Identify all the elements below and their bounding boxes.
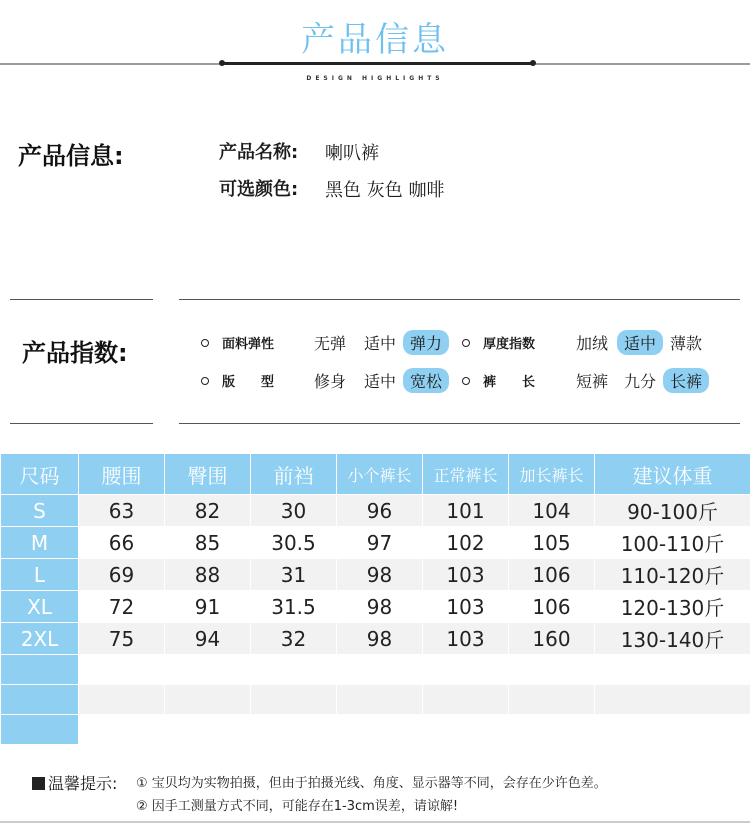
index-fabric-elasticity: [201, 330, 449, 355]
accent-dot-right: [530, 60, 536, 66]
empty-cell: [595, 715, 750, 745]
empty-cell: [251, 715, 337, 745]
empty-cell: [509, 655, 595, 685]
bullet-icon: [201, 377, 209, 385]
table-cell: 98: [337, 559, 423, 591]
tips-heading-text: 温馨提示:: [48, 774, 118, 793]
tips-heading: [32, 771, 117, 794]
bullet-icon: [462, 339, 470, 347]
bullet-icon: [201, 339, 209, 347]
accent-dot-left: [219, 60, 225, 66]
square-bullet-icon: [32, 777, 45, 790]
table-cell: 30: [251, 495, 337, 527]
empty-cell: [337, 655, 423, 685]
table-cell: 96: [337, 495, 423, 527]
divider: [179, 423, 740, 424]
index-label: 面料弹性: [222, 337, 275, 352]
table-cell: 120-130斤: [595, 591, 750, 623]
column-header-weight: 建议体重: [595, 454, 750, 495]
table-row: [1, 623, 750, 655]
empty-cell: [509, 715, 595, 745]
table-cell: 106: [509, 591, 595, 623]
divider: [10, 423, 153, 424]
table-row: [1, 591, 750, 623]
column-header-petite-length: 小个裤长: [337, 454, 423, 495]
table-cell: 32: [251, 623, 337, 655]
column-header-size: 尺码: [1, 454, 79, 495]
index-option: 加绒: [576, 334, 609, 353]
column-header-regular-length: 正常裤长: [423, 454, 509, 495]
bullet-icon: [462, 377, 470, 385]
index-option: 适中: [364, 372, 397, 391]
indices-section-label: 产品指数:: [22, 339, 128, 367]
bottom-divider: [0, 821, 750, 823]
index-option: 无弹: [314, 334, 347, 353]
empty-cell: [1, 655, 79, 685]
index-option-selected: 长裤: [663, 368, 709, 393]
table-cell: 91: [165, 591, 251, 623]
index-option-selected: 适中: [617, 330, 663, 355]
table-cell: 98: [337, 591, 423, 623]
size-cell: L: [1, 559, 79, 591]
size-cell: S: [1, 495, 79, 527]
header-accent-line: [222, 62, 534, 65]
table-row-empty: [1, 715, 750, 745]
index-option: 修身: [314, 372, 347, 391]
size-cell: 2XL: [1, 623, 79, 655]
empty-cell: [165, 715, 251, 745]
color-options-value: 黑色 灰色 咖啡: [325, 180, 445, 201]
divider: [10, 299, 153, 300]
table-cell: 100-110斤: [595, 527, 750, 559]
table-cell: 90-100斤: [595, 495, 750, 527]
index-option: 短裤: [576, 372, 609, 391]
index-label: 版 型: [222, 375, 275, 390]
empty-cell: [1, 715, 79, 745]
empty-cell: [1, 685, 79, 715]
table-header-row: [1, 454, 750, 495]
index-option-selected: 宽松: [403, 368, 449, 393]
empty-cell: [509, 685, 595, 715]
index-label: 裤 长: [483, 375, 536, 390]
empty-cell: [79, 655, 165, 685]
table-cell: 104: [509, 495, 595, 527]
table-row-empty: [1, 685, 750, 715]
table-cell: 30.5: [251, 527, 337, 559]
empty-cell: [337, 685, 423, 715]
table-cell: 130-140斤: [595, 623, 750, 655]
index-option: 薄款: [670, 334, 703, 353]
info-section-label: 产品信息:: [18, 142, 124, 170]
column-header-long-length: 加长裤长: [509, 454, 595, 495]
empty-cell: [595, 685, 750, 715]
table-cell: 85: [165, 527, 251, 559]
column-header-waist: 腰围: [79, 454, 165, 495]
empty-cell: [79, 715, 165, 745]
table-cell: 31: [251, 559, 337, 591]
table-cell: 103: [423, 623, 509, 655]
product-name-value: 喇叭裤: [325, 143, 379, 164]
empty-cell: [337, 715, 423, 745]
table-cell: 63: [79, 495, 165, 527]
table-row: [1, 559, 750, 591]
table-cell: 101: [423, 495, 509, 527]
table-cell: 103: [423, 591, 509, 623]
index-option: 适中: [364, 334, 397, 353]
table-cell: 97: [337, 527, 423, 559]
table-cell: 103: [423, 559, 509, 591]
page-title: 产品信息: [301, 20, 449, 60]
table-cell: 106: [509, 559, 595, 591]
index-fit: [201, 368, 449, 393]
page-subtitle: DESIGN HIGHLIGHTS: [306, 75, 444, 82]
empty-cell: [423, 685, 509, 715]
index-label: 厚度指数: [483, 337, 536, 352]
table-cell: 110-120斤: [595, 559, 750, 591]
product-name-key: 产品名称:: [219, 142, 299, 163]
table-cell: 66: [79, 527, 165, 559]
table-cell: 102: [423, 527, 509, 559]
empty-cell: [165, 685, 251, 715]
color-options-key: 可选颜色:: [219, 179, 299, 200]
table-cell: 31.5: [251, 591, 337, 623]
index-pant-length: [462, 368, 709, 393]
empty-cell: [251, 685, 337, 715]
table-cell: 82: [165, 495, 251, 527]
tip-line-1: ① 宝贝均为实物拍摄，但由于拍摄光线、角度、显示器等不同，会存在少许色差。: [136, 776, 607, 791]
index-option: 九分: [624, 372, 657, 391]
table-row: [1, 495, 750, 527]
size-cell: M: [1, 527, 79, 559]
empty-cell: [251, 655, 337, 685]
empty-cell: [165, 655, 251, 685]
table-cell: 105: [509, 527, 595, 559]
size-table: [0, 453, 750, 745]
empty-cell: [423, 655, 509, 685]
table-cell: 94: [165, 623, 251, 655]
index-option-selected: 弹力: [403, 330, 449, 355]
column-header-front-rise: 前裆: [251, 454, 337, 495]
divider: [179, 299, 740, 300]
table-cell: 160: [509, 623, 595, 655]
empty-cell: [423, 715, 509, 745]
empty-cell: [79, 685, 165, 715]
column-header-hip: 臀围: [165, 454, 251, 495]
size-cell: XL: [1, 591, 79, 623]
empty-cell: [595, 655, 750, 685]
table-row: [1, 527, 750, 559]
table-row-empty: [1, 655, 750, 685]
table-cell: 98: [337, 623, 423, 655]
table-cell: 72: [79, 591, 165, 623]
index-thickness: [462, 330, 709, 355]
table-cell: 69: [79, 559, 165, 591]
table-cell: 88: [165, 559, 251, 591]
tip-line-2: ② 因手工测量方式不同，可能存在1-3cm误差，请谅解!: [136, 799, 459, 814]
table-cell: 75: [79, 623, 165, 655]
